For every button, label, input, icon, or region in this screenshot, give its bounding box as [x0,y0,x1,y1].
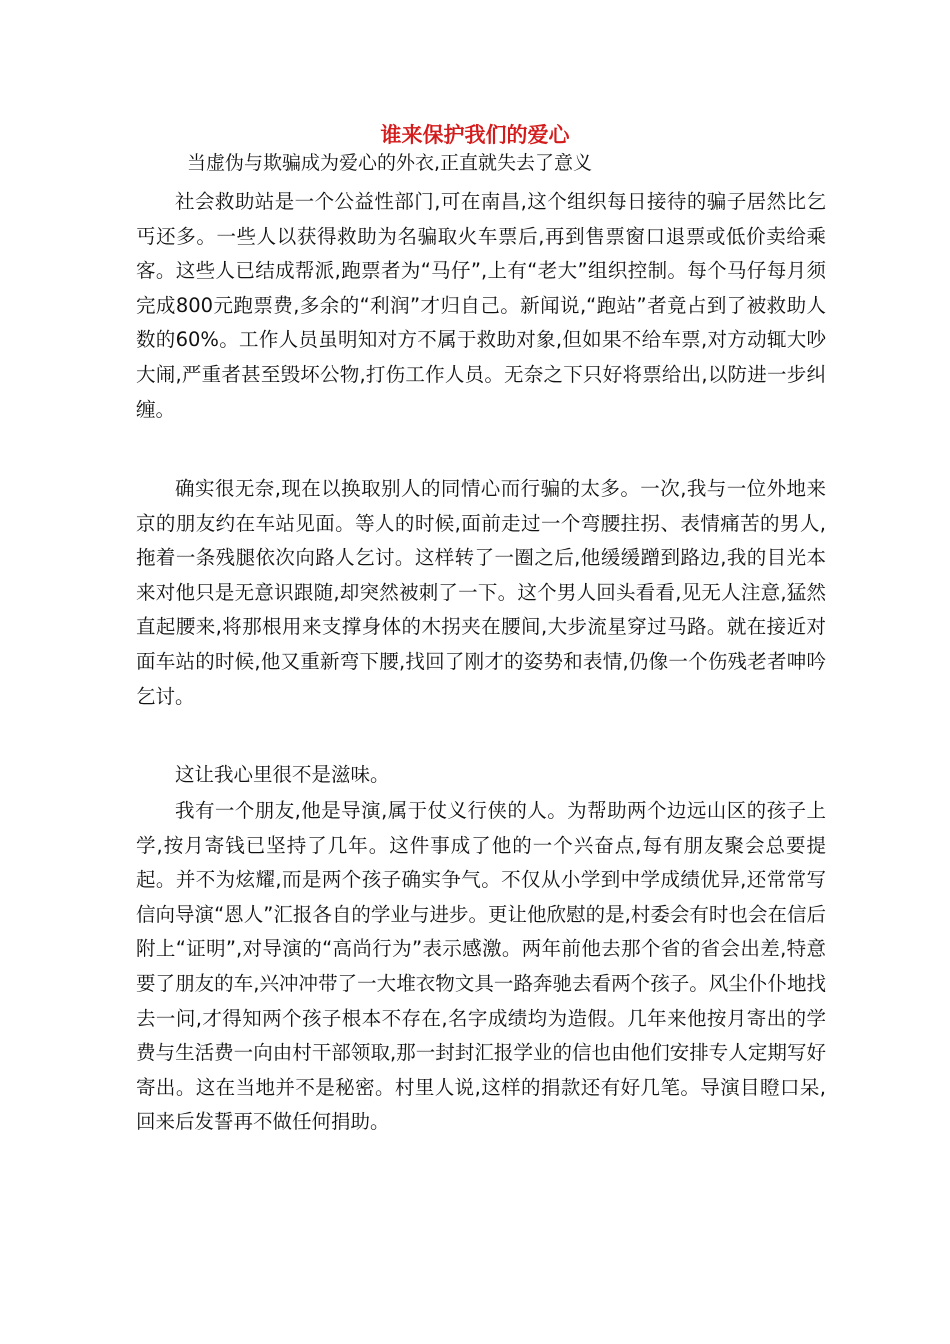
paragraph-2: 确实很无奈,现在以换取别人的同情心而行骗的太多。一次,我与一位外地来京的朋友约在车站见面。等人的时候,面前走过一个弯腰拄拐、表情痛苦的男人,拖着一条残腿依次向路人乞讨。这样转了一圈之后,他缓缓蹭到路边,我的目光本来对他只是无意识跟随,却突然被刺了一下。这个男人回头看看,见无人注意,猛然直起腰来,将那根用来支撑身体的木拐夹在腰间,大步流星穿过马路。就在接近对面车站的时候,他又重新弯下腰,找回了刚才的姿势和表情,仍像一个伤残老者呻吟乞讨。 [136,477,826,708]
paragraph-4: 我有一个朋友,他是导演,属于仗义行侠的人。为帮助两个边远山区的孩子上学,按月寄钱已坚持了几年。这件事成了他的一个兴奋点,每有朋友聚会总要提起。并不为炫耀,而是两个孩子确实争气。不仅从小学到中学成绩优异,还常常写信向导演“恩人”汇报各自的学业与进步。更让他欣慰的是,村委会有时也会在信后附上“证明”,对导演的“高尚行为”表示感激。两年前他去那个省的省会出差,特意要了朋友的车,兴冲冲带了一大堆衣物文具一路奔驰去看两个孩子。风尘仆仆地找去一问,才得知两个孩子根本不存在,名字成绩均为造假。几年来他按月寄出的学费与生活费一向由村干部领取,那一封封汇报学业的信也由他们安排专人定期写好寄出。这在当地并不是秘密。村里人说,这样的捐款还有好几笔。导演目瞪口呆,回来后发誓再不做任何捐助。 [136,799,826,1134]
paragraph-3: 这让我心里很不是滋味。 [175,763,390,786]
paragraph-1: 社会救助站是一个公益性部门,可在南昌,这个组织每日接待的骗子居然比乞丐还多。一些人以获得救助为名骗取火车票后,再到售票窗口退票或低价卖给乘客。这些人已结成帮派,跑票者为“马仔”,上有“老大”组织控制。每个马仔每月须完成800元跑票费,多余的“利润”才归自己。新闻说,“跑站”者竟占到了被救助人数的60%。工作人员虽明知对方不属于救助对象,但如果不给车票,对方动辄大吵大闹,严重者甚至毁坏公物,打伤工作人员。无奈之下只好将票给出,以防进一步纠缠。 [136,190,826,421]
article-subtitle: 当虚伪与欺骗成为爱心的外衣,正直就失去了意义 [187,152,593,174]
article-title: 谁来保护我们的爱心 [380,123,570,147]
